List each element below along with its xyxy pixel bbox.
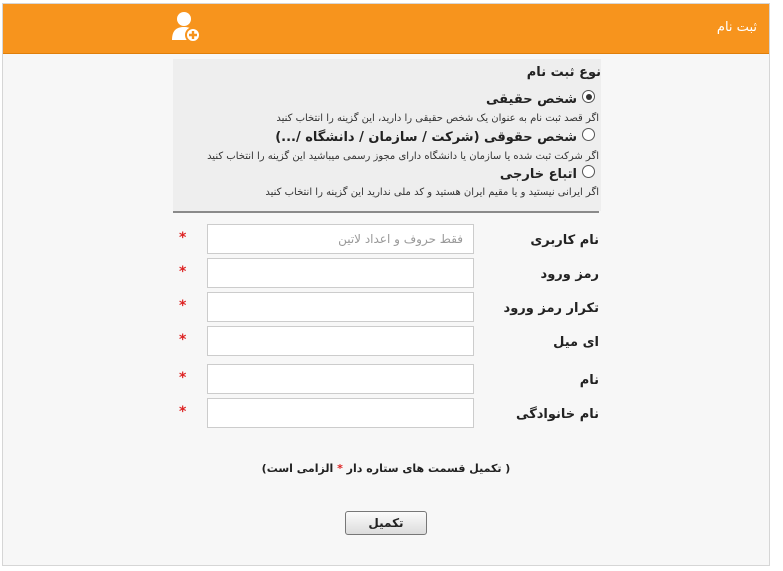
- form-row-email: [3, 326, 769, 356]
- required-note: [3, 462, 769, 475]
- option-natural-person[interactable]: [486, 88, 595, 107]
- required-star: *: [179, 230, 187, 246]
- form-row-password: [3, 258, 769, 288]
- password-label: رمز ورود: [540, 267, 599, 282]
- required-note-text: ( تکمیل قسمت های ستاره دار: [346, 462, 511, 475]
- required-note-text-end: الزامی است): [261, 462, 334, 475]
- required-star: *: [179, 264, 187, 280]
- form-row-last-name: [3, 398, 769, 428]
- required-star: *: [179, 404, 187, 420]
- radio-natural-person[interactable]: [582, 90, 595, 103]
- option-description: اگر شرکت ثبت شده یا سازمان یا دانشگاه دارای مجوز رسمی میباشید این گزینه را انتخاب کنید: [207, 151, 599, 162]
- form-row-username: [3, 224, 769, 254]
- header-bar: [3, 4, 769, 54]
- option-label: اتباع خارجی: [499, 167, 577, 182]
- password-confirm-input[interactable]: [207, 292, 474, 322]
- last-name-label: نام خانوادگی: [516, 407, 599, 422]
- page-title: ثبت نام: [716, 20, 757, 35]
- option-description: اگر ایرانی نیستید و یا مقیم ایران هستید و کد ملی ندارید این گزینه را انتخاب کنید: [265, 187, 599, 198]
- required-star: *: [179, 298, 187, 314]
- username-label: نام کاربری: [530, 233, 599, 248]
- password-input[interactable]: [207, 258, 474, 288]
- form-row-password-confirm: [3, 292, 769, 322]
- form-row-first-name: [3, 364, 769, 394]
- radio-foreign-national[interactable]: [582, 165, 595, 178]
- required-star: *: [179, 370, 187, 386]
- last-name-input[interactable]: [207, 398, 474, 428]
- option-label: شخص حقیقی: [486, 92, 577, 107]
- email-input[interactable]: [207, 326, 474, 356]
- registration-type-heading: نوع ثبت نام: [526, 65, 601, 80]
- registration-panel: [2, 3, 770, 566]
- required-star: *: [179, 332, 187, 348]
- divider: [173, 211, 599, 213]
- option-description: اگر قصد ثبت نام به عنوان یک شخص حقیقی را دارید، این گزینه را انتخاب کنید: [276, 113, 599, 124]
- option-legal-person[interactable]: [275, 126, 595, 145]
- password-confirm-label: تکرار رمز ورود: [503, 301, 599, 316]
- email-label: ای میل: [553, 335, 599, 350]
- required-note-star: *: [337, 462, 343, 475]
- add-user-icon: [171, 9, 201, 45]
- submit-button[interactable]: تکمیل: [345, 511, 427, 535]
- first-name-input[interactable]: [207, 364, 474, 394]
- registration-type-section: [173, 59, 601, 211]
- radio-legal-person[interactable]: [582, 128, 595, 141]
- first-name-label: نام: [579, 373, 599, 388]
- username-input[interactable]: [207, 224, 474, 254]
- option-foreign-national[interactable]: [500, 163, 595, 182]
- option-label: شخص حقوقی (شرکت / سازمان / دانشگاه /...): [275, 130, 577, 145]
